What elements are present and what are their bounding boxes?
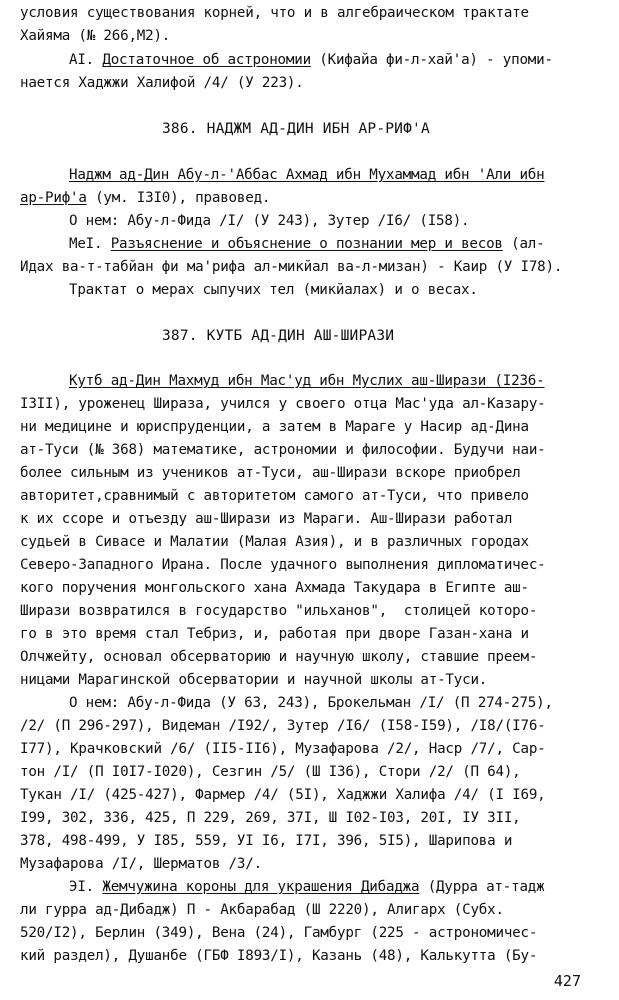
- bio-line: кого поручения монгольского хана Ахмада Такудара в Египте аш-: [20, 580, 529, 596]
- bio-line: судьей в Сивасе и Малатии (Малая Азия), и в различных городах: [20, 534, 529, 550]
- manuscript-line: [69, 235, 545, 253]
- about-line: 378, 498-499, У I85, 559, УI I6, I7I, 396, 5I5), Шарипова и: [20, 833, 513, 849]
- scholar-name-387: Кутб ад-Дин Махмуд ибн Мас'уд ибн Муслих аш-Ширази (I236-: [69, 373, 545, 389]
- text-line: [20, 189, 270, 207]
- work-title: Жемчужина короны для украшения Дибаджа: [102, 879, 420, 895]
- about-line: О нем: Абу-л-Фида /I/ (У 243), Зутер /I6/ (I58).: [69, 213, 470, 229]
- bio-line: ницами Марагинской обсерватории и научной школы ат-Туси.: [20, 672, 488, 688]
- bio-line: ат-Туси (№ 368) математике, астрономии и философии. Будучи наи-: [20, 442, 546, 458]
- bio-line: Олчжейту, основал обсерваторию и научную школу, ставшие преем-: [20, 649, 538, 665]
- entry-prefix: AI.: [69, 52, 103, 68]
- manuscript-prefix: MeI.: [69, 236, 111, 252]
- about-line: /2/ (П 296-297), Видеман /I92/, Зутер /I6/ (I58-I59), /I8/(I76-: [20, 718, 546, 734]
- entry-rest: (Кифайа фи-л-хай'а) - упоми-: [310, 52, 553, 68]
- bio-line: к их ссоре и отъезду аш-Ширази из Мараги. Аш-Ширази работал: [20, 511, 513, 527]
- text-line: Трактат о мерах сыпучих тел (микйалах) и о весах.: [69, 282, 478, 298]
- text-line: Идах ва-т-табйан фи ма'рифа ал-микйал ва-л-мизан) - Каир (У I78).: [20, 259, 563, 275]
- scholar-dates: (ум. I3I0), правовед.: [86, 190, 271, 206]
- scholar-name-386: Наджм ад-Дин Абу-л-'Аббас Ахмад ибн Мухаммад ибн 'Али ибн: [69, 167, 545, 183]
- entry-title: Достаточное об астрономии: [102, 52, 311, 68]
- bio-line: ни медицине и юриспруденции, а затем в Мараге у Насир ад-Дина: [20, 419, 529, 435]
- scholar-name-386-cont: ар-Риф'а: [20, 190, 87, 206]
- work-line: кий раздел), Душанбе (ГБФ I893/I), Казань (48), Калькутта (Бу-: [20, 948, 538, 964]
- bio-line: авторитет,сравнимый с авторитетом самого ат-Туси, что привело: [20, 488, 529, 504]
- bio-line: Северо-Западного Ирана. После удачного выполнения дипломатичес-: [20, 557, 546, 573]
- text-line: Хайяма (№ 266,М2).: [20, 28, 171, 44]
- about-line: Тукан /I/ (425-427), Фармер /4/ (5I), Хаджжи Халифа /4/ (I I69,: [20, 787, 546, 803]
- work-rest: (Дурра ат-тадж: [419, 879, 545, 895]
- work-line: 520/I2), Берлин (349), Вена (24), Гамбург (225 - астрономичес-: [20, 925, 538, 941]
- bio-line: более сильным из учеников ат-Туси, аш-Ширази вскоре приобрел: [20, 465, 521, 481]
- work-line: [69, 878, 544, 896]
- text-line: условия существования корней, что и в алгебраическом трактате: [20, 5, 529, 21]
- section-heading-386: 386. НАДЖМ АД-ДИН ИБН АР-РИФ'А: [162, 121, 430, 137]
- section-heading-387: 387. КУТБ АД-ДИН АШ-ШИРАЗИ: [162, 328, 395, 344]
- bio-line: I3II), уроженец Шираза, учился у своего отца Мас'уда ал-Казару-: [20, 396, 546, 412]
- text-line: нается Хаджжи Халифой /4/ (У 223).: [20, 75, 304, 91]
- work-line: ли гурра ад-Дибадж) П - Акбарабад (Ш 2220), Алигарх (Субх.: [20, 902, 504, 918]
- page-number: 427: [553, 972, 581, 990]
- work-prefix: ЭI.: [69, 879, 103, 895]
- bio-line: го в это время стал Тебриз, и, работая при дворе Газан-хана и: [20, 626, 529, 642]
- entry-a1-line: [69, 51, 553, 69]
- bio-line: Ширази возвратился в государство "ильханов", столицей которо-: [20, 603, 538, 619]
- manuscript-rest: (ал-: [502, 236, 545, 252]
- manuscript-title: Разъяснение и объяснение о познании мер и весов: [110, 236, 503, 252]
- about-line: I77), Крачковский /6/ (II5-II6), Музафарова /2/, Наср /7/, Сар-: [20, 741, 546, 757]
- about-line: тон /I/ (П I0I7-I020), Сезгин /5/ (Ш I36), Стори /2/ (П 64),: [20, 764, 521, 780]
- about-line: I99, 302, 336, 425, П 229, 269, 37I, Ш I02-I03, 20I, IУ 3II,: [20, 810, 521, 826]
- about-line: Музафарова /I/, Шерматов /3/.: [20, 856, 262, 872]
- about-line: О нем: Абу-л-Фида (У 63, 243), Брокельман /I/ (П 274-275),: [69, 695, 553, 711]
